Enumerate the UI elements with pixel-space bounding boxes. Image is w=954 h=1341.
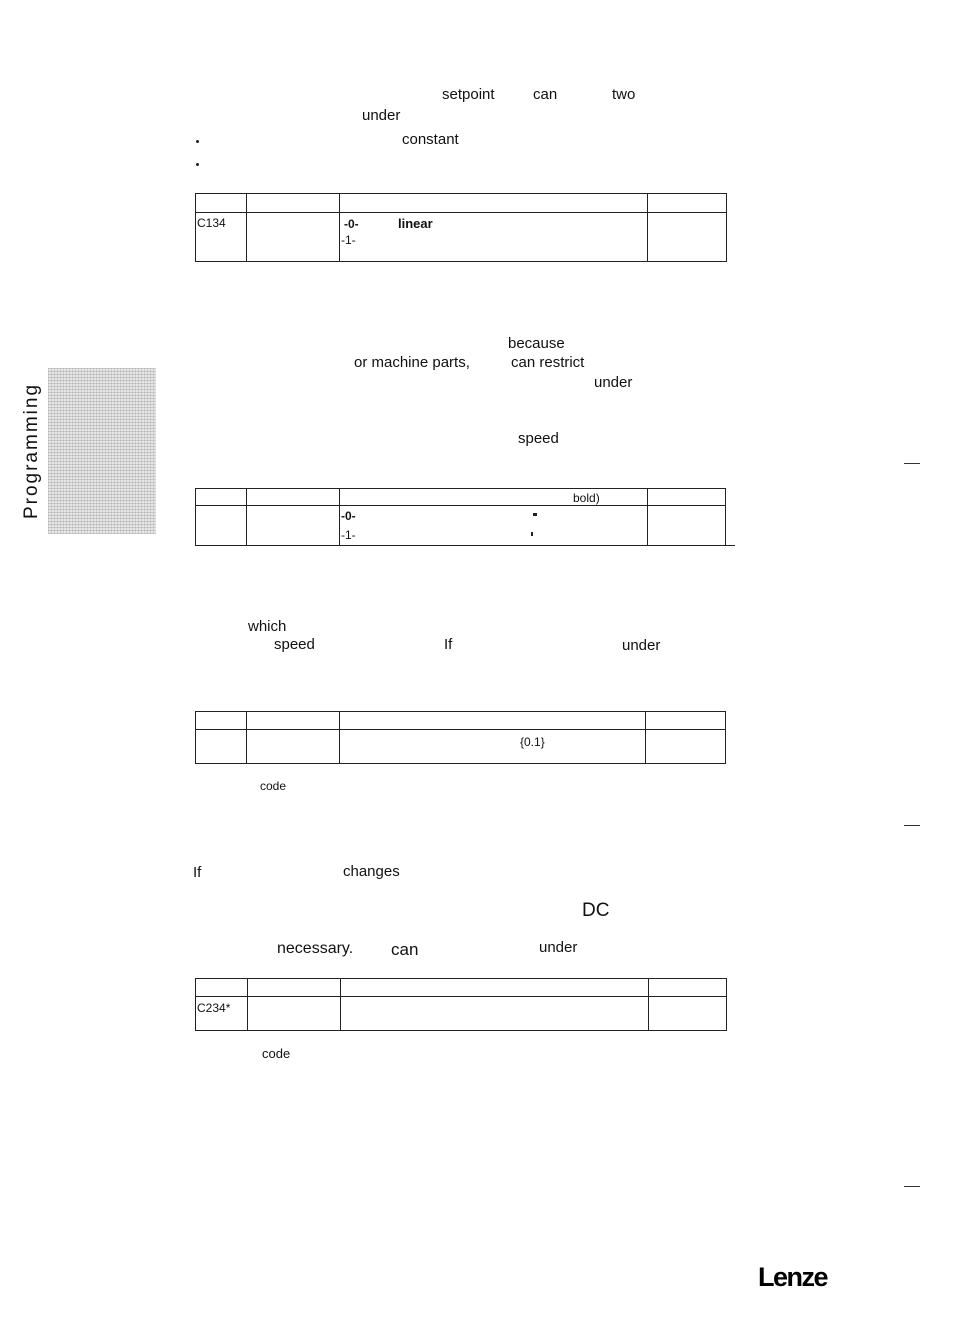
text-machine-parts: or machine parts, [354, 354, 470, 371]
text-under: under [594, 374, 633, 391]
table-cell [196, 506, 247, 546]
margin-dash [904, 825, 920, 826]
table-header-cell [248, 979, 341, 997]
text-because: because [508, 335, 565, 352]
text-can: can [533, 86, 558, 103]
option-1-value: -1- [341, 233, 356, 247]
table-header-cell [196, 979, 248, 997]
table-cell [649, 997, 727, 1031]
code-table-2 [195, 488, 726, 546]
bullet-point [196, 140, 199, 143]
option-1-value: -1- [341, 528, 356, 542]
dot-mark [533, 513, 537, 516]
table-cell [196, 730, 247, 764]
text-if: If [444, 636, 453, 653]
table-cell-code [196, 213, 247, 262]
table-cell [341, 997, 649, 1031]
option-0-value: -0- [344, 217, 359, 231]
text-changes: changes [343, 863, 400, 880]
code-table-c134 [195, 193, 727, 262]
text-which: which [248, 618, 287, 635]
text-speed: speed [274, 636, 315, 653]
range-value: {0.1} [520, 735, 545, 749]
table-cell [247, 506, 340, 546]
code-c134: C134 [197, 216, 226, 230]
table-header-cell [247, 712, 340, 730]
lenze-logo: Lenze [758, 1262, 828, 1292]
table-header-cell [196, 712, 247, 730]
text-speed: speed [518, 430, 559, 447]
margin-dash [904, 1186, 920, 1187]
table-cell [247, 730, 340, 764]
table-cell [648, 213, 727, 262]
text-two: two [612, 86, 636, 103]
text-under: under [622, 637, 661, 654]
table-header-cell [646, 712, 726, 730]
text-setpoint: setpoint [442, 86, 495, 103]
header-note: bold) [573, 491, 600, 505]
code-table-3 [195, 711, 726, 764]
table-header-cell [340, 712, 646, 730]
bullet-point [196, 163, 199, 166]
text-can-restrict: can restrict [511, 354, 585, 371]
table-cell-code [196, 997, 248, 1031]
table-header-cell [247, 489, 340, 506]
text-if: If [193, 864, 202, 881]
code-table-c234 [195, 978, 727, 1031]
table-header-cell [648, 194, 727, 213]
text-can: can [391, 940, 419, 959]
option-0-value: -0- [341, 509, 356, 523]
table-header-cell [196, 489, 247, 506]
text-under: under [539, 939, 578, 956]
table-cell-options [340, 506, 648, 546]
margin-dash [904, 463, 920, 464]
table-cell [648, 506, 726, 546]
text-constant: constant [402, 131, 459, 148]
table-cell-range [340, 730, 646, 764]
text-necessary: necessary. [277, 940, 354, 957]
text-code: code [262, 1046, 291, 1061]
table-header-cell [341, 979, 649, 997]
table-cell [248, 997, 341, 1031]
tick-mark [531, 532, 533, 536]
text-under: under [362, 107, 401, 124]
table-header-cell [340, 489, 648, 506]
code-c234: C234* [197, 1001, 231, 1015]
option-0-label: linear [398, 216, 433, 231]
table-header-cell [196, 194, 247, 213]
table-header-cell [648, 489, 726, 506]
table-rule-extension [725, 545, 735, 546]
table-cell [247, 213, 340, 262]
table-cell [646, 730, 726, 764]
table-cell-options [340, 213, 648, 262]
table-header-cell [247, 194, 340, 213]
text-code: code [260, 779, 287, 793]
text-dc: DC [582, 900, 610, 921]
sidebar-pattern [48, 368, 156, 534]
sidebar-label: Programming [21, 382, 42, 520]
table-header-cell [340, 194, 648, 213]
table-header-cell [649, 979, 727, 997]
